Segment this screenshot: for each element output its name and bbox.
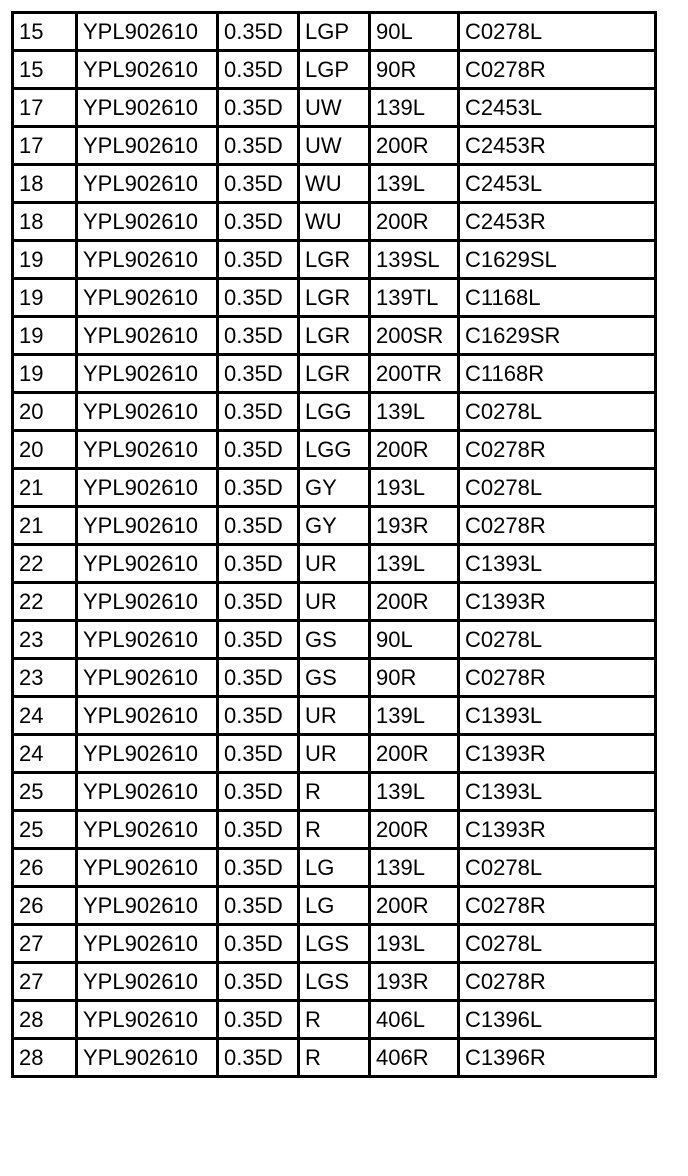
cell-type: LGR — [299, 317, 370, 355]
table-row — [13, 241, 656, 279]
cell-part-code: YPL902610 — [77, 165, 218, 203]
cell-code: C1168L — [459, 279, 656, 317]
table-row — [13, 925, 656, 963]
table-row — [13, 355, 656, 393]
table-row — [13, 317, 656, 355]
cell-size: 0.35D — [218, 773, 299, 811]
cell-dimension: 139L — [370, 773, 459, 811]
cell-type: R — [299, 1039, 370, 1077]
cell-size: 0.35D — [218, 963, 299, 1001]
cell-part-code: YPL902610 — [77, 963, 218, 1001]
cell-code: C0278R — [459, 507, 656, 545]
cell-number: 27 — [13, 963, 77, 1001]
cell-part-code: YPL902610 — [77, 355, 218, 393]
cell-number: 25 — [13, 811, 77, 849]
cell-dimension: 200TR — [370, 355, 459, 393]
cell-size: 0.35D — [218, 507, 299, 545]
data-table — [11, 11, 657, 1078]
cell-size: 0.35D — [218, 583, 299, 621]
cell-type: R — [299, 1001, 370, 1039]
cell-code: C0278L — [459, 469, 656, 507]
cell-part-code: YPL902610 — [77, 621, 218, 659]
cell-part-code: YPL902610 — [77, 735, 218, 773]
table-row — [13, 773, 656, 811]
cell-type: UR — [299, 735, 370, 773]
cell-code: C2453R — [459, 203, 656, 241]
table-row — [13, 697, 656, 735]
cell-part-code: YPL902610 — [77, 279, 218, 317]
cell-number: 15 — [13, 51, 77, 89]
cell-dimension: 139L — [370, 849, 459, 887]
cell-part-code: YPL902610 — [77, 545, 218, 583]
cell-type: UW — [299, 127, 370, 165]
cell-size: 0.35D — [218, 165, 299, 203]
cell-code: C0278L — [459, 393, 656, 431]
cell-code: C0278L — [459, 621, 656, 659]
cell-type: WU — [299, 203, 370, 241]
cell-dimension: 139TL — [370, 279, 459, 317]
cell-number: 18 — [13, 203, 77, 241]
cell-part-code: YPL902610 — [77, 887, 218, 925]
cell-dimension: 200R — [370, 887, 459, 925]
cell-dimension: 139L — [370, 165, 459, 203]
cell-size: 0.35D — [218, 887, 299, 925]
cell-number: 19 — [13, 241, 77, 279]
cell-code: C1396R — [459, 1039, 656, 1077]
table-body — [13, 13, 656, 1077]
cell-dimension: 193R — [370, 963, 459, 1001]
cell-dimension: 139L — [370, 89, 459, 127]
cell-number: 17 — [13, 127, 77, 165]
cell-dimension: 193R — [370, 507, 459, 545]
table-row — [13, 1039, 656, 1077]
cell-type: GS — [299, 621, 370, 659]
cell-part-code: YPL902610 — [77, 849, 218, 887]
cell-dimension: 406R — [370, 1039, 459, 1077]
cell-type: LGP — [299, 51, 370, 89]
cell-type: UR — [299, 545, 370, 583]
cell-part-code: YPL902610 — [77, 925, 218, 963]
cell-size: 0.35D — [218, 697, 299, 735]
table-row — [13, 203, 656, 241]
table-row — [13, 393, 656, 431]
cell-code: C1168R — [459, 355, 656, 393]
cell-code: C2453R — [459, 127, 656, 165]
cell-part-code: YPL902610 — [77, 1039, 218, 1077]
cell-size: 0.35D — [218, 241, 299, 279]
cell-number: 21 — [13, 507, 77, 545]
cell-size: 0.35D — [218, 925, 299, 963]
cell-type: LGS — [299, 963, 370, 1001]
table-row — [13, 887, 656, 925]
cell-number: 19 — [13, 355, 77, 393]
cell-part-code: YPL902610 — [77, 811, 218, 849]
cell-part-code: YPL902610 — [77, 697, 218, 735]
cell-code: C2453L — [459, 89, 656, 127]
cell-dimension: 200SR — [370, 317, 459, 355]
cell-part-code: YPL902610 — [77, 203, 218, 241]
cell-part-code: YPL902610 — [77, 393, 218, 431]
cell-size: 0.35D — [218, 279, 299, 317]
cell-number: 21 — [13, 469, 77, 507]
cell-type: R — [299, 811, 370, 849]
cell-part-code: YPL902610 — [77, 659, 218, 697]
cell-type: GY — [299, 507, 370, 545]
cell-code: C0278L — [459, 849, 656, 887]
table-row — [13, 963, 656, 1001]
cell-type: UR — [299, 583, 370, 621]
cell-code: C0278R — [459, 963, 656, 1001]
table-row — [13, 431, 656, 469]
cell-number: 26 — [13, 887, 77, 925]
cell-type: LGR — [299, 355, 370, 393]
cell-size: 0.35D — [218, 13, 299, 51]
cell-code: C1396L — [459, 1001, 656, 1039]
cell-code: C0278L — [459, 13, 656, 51]
cell-size: 0.35D — [218, 659, 299, 697]
cell-number: 22 — [13, 583, 77, 621]
cell-number: 27 — [13, 925, 77, 963]
cell-size: 0.35D — [218, 393, 299, 431]
cell-type: LGS — [299, 925, 370, 963]
table-row — [13, 849, 656, 887]
cell-number: 24 — [13, 697, 77, 735]
cell-size: 0.35D — [218, 849, 299, 887]
cell-type: LGP — [299, 13, 370, 51]
cell-part-code: YPL902610 — [77, 127, 218, 165]
cell-dimension: 200R — [370, 431, 459, 469]
table-row — [13, 51, 656, 89]
cell-size: 0.35D — [218, 1001, 299, 1039]
cell-dimension: 90L — [370, 13, 459, 51]
cell-type: LG — [299, 887, 370, 925]
cell-code: C1629SR — [459, 317, 656, 355]
cell-part-code: YPL902610 — [77, 51, 218, 89]
table-row — [13, 89, 656, 127]
cell-code: C0278R — [459, 659, 656, 697]
cell-size: 0.35D — [218, 811, 299, 849]
cell-code: C1629SL — [459, 241, 656, 279]
table-row — [13, 583, 656, 621]
cell-size: 0.35D — [218, 431, 299, 469]
table-row — [13, 13, 656, 51]
cell-size: 0.35D — [218, 355, 299, 393]
cell-type: UW — [299, 89, 370, 127]
cell-type: R — [299, 773, 370, 811]
cell-code: C2453L — [459, 165, 656, 203]
cell-dimension: 200R — [370, 811, 459, 849]
cell-number: 19 — [13, 317, 77, 355]
cell-type: LGG — [299, 393, 370, 431]
cell-code: C0278R — [459, 51, 656, 89]
table-row — [13, 507, 656, 545]
cell-number: 23 — [13, 659, 77, 697]
cell-size: 0.35D — [218, 469, 299, 507]
cell-size: 0.35D — [218, 545, 299, 583]
cell-code: C0278L — [459, 925, 656, 963]
cell-code: C1393R — [459, 811, 656, 849]
cell-number: 22 — [13, 545, 77, 583]
cell-dimension: 139L — [370, 545, 459, 583]
cell-type: LGR — [299, 279, 370, 317]
cell-part-code: YPL902610 — [77, 431, 218, 469]
table-row — [13, 165, 656, 203]
cell-size: 0.35D — [218, 735, 299, 773]
cell-size: 0.35D — [218, 317, 299, 355]
cell-size: 0.35D — [218, 203, 299, 241]
cell-dimension: 406L — [370, 1001, 459, 1039]
cell-code: C1393R — [459, 735, 656, 773]
cell-part-code: YPL902610 — [77, 1001, 218, 1039]
cell-size: 0.35D — [218, 1039, 299, 1077]
cell-size: 0.35D — [218, 621, 299, 659]
cell-dimension: 200R — [370, 583, 459, 621]
cell-type: LGR — [299, 241, 370, 279]
cell-code: C0278R — [459, 431, 656, 469]
cell-number: 23 — [13, 621, 77, 659]
cell-number: 20 — [13, 393, 77, 431]
data-table-container — [11, 11, 657, 1078]
cell-type: WU — [299, 165, 370, 203]
table-row — [13, 735, 656, 773]
cell-dimension: 90L — [370, 621, 459, 659]
cell-type: LG — [299, 849, 370, 887]
cell-size: 0.35D — [218, 89, 299, 127]
cell-part-code: YPL902610 — [77, 241, 218, 279]
table-row — [13, 279, 656, 317]
cell-number: 19 — [13, 279, 77, 317]
cell-number: 26 — [13, 849, 77, 887]
cell-dimension: 90R — [370, 659, 459, 697]
cell-size: 0.35D — [218, 51, 299, 89]
table-row — [13, 545, 656, 583]
table-row — [13, 621, 656, 659]
cell-code: C1393R — [459, 583, 656, 621]
cell-code: C1393L — [459, 545, 656, 583]
cell-number: 17 — [13, 89, 77, 127]
cell-type: UR — [299, 697, 370, 735]
cell-part-code: YPL902610 — [77, 89, 218, 127]
cell-dimension: 193L — [370, 925, 459, 963]
cell-code: C1393L — [459, 773, 656, 811]
cell-number: 25 — [13, 773, 77, 811]
cell-code: C0278R — [459, 887, 656, 925]
table-row — [13, 469, 656, 507]
cell-dimension: 200R — [370, 127, 459, 165]
cell-number: 28 — [13, 1001, 77, 1039]
cell-dimension: 200R — [370, 735, 459, 773]
cell-number: 24 — [13, 735, 77, 773]
cell-dimension: 139SL — [370, 241, 459, 279]
cell-type: LGG — [299, 431, 370, 469]
cell-number: 28 — [13, 1039, 77, 1077]
cell-part-code: YPL902610 — [77, 773, 218, 811]
table-row — [13, 659, 656, 697]
cell-number: 18 — [13, 165, 77, 203]
cell-part-code: YPL902610 — [77, 583, 218, 621]
cell-size: 0.35D — [218, 127, 299, 165]
cell-part-code: YPL902610 — [77, 469, 218, 507]
cell-dimension: 139L — [370, 393, 459, 431]
cell-number: 20 — [13, 431, 77, 469]
table-row — [13, 811, 656, 849]
cell-part-code: YPL902610 — [77, 507, 218, 545]
cell-dimension: 200R — [370, 203, 459, 241]
cell-dimension: 139L — [370, 697, 459, 735]
cell-code: C1393L — [459, 697, 656, 735]
table-row — [13, 1001, 656, 1039]
cell-dimension: 193L — [370, 469, 459, 507]
table-row — [13, 127, 656, 165]
cell-type: GS — [299, 659, 370, 697]
cell-part-code: YPL902610 — [77, 317, 218, 355]
cell-dimension: 90R — [370, 51, 459, 89]
cell-part-code: YPL902610 — [77, 13, 218, 51]
cell-number: 15 — [13, 13, 77, 51]
cell-type: GY — [299, 469, 370, 507]
